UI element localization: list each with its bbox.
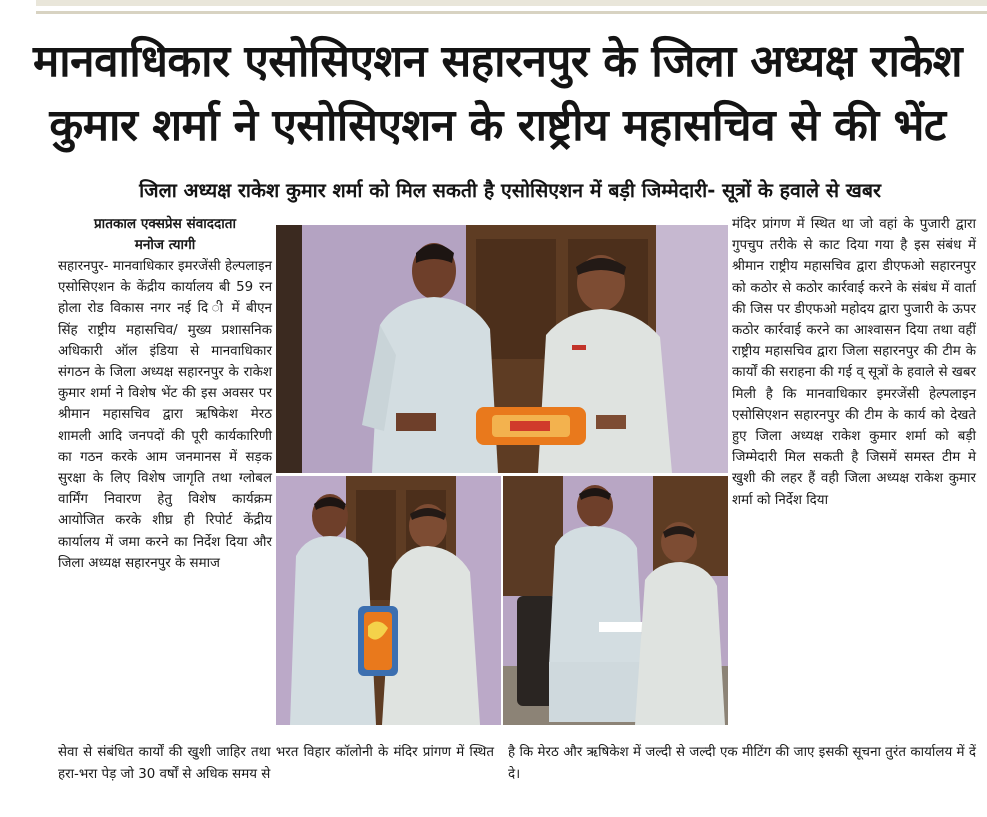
subheadline: जिला अध्यक्ष राकेश कुमार शर्मा को मिल सकती है एसोसिएशन में बड़ी जिम्मेदारी- सूत्रों के हवाले से खबर (139, 179, 881, 202)
article-body-right: मंदिर प्रांगण में स्थित था जो वहां के पुजारी द्वारा गुपचुप तरीके से काट दिया गया है इस संबंध में श्रीमान राष्ट्रीय महासचिव द्वारा डीएफओ सहारनपुर को कठोर से कठोर कार्रवाई करने के संबंध में वार्ता की जिस पर डीएफओ महोदय द्वारा पुजारी के ऊपर कठोर कार्रवाई करने का आश्वासन दिया तथा वहीं राष्ट्रीय महासचिव द्वारा जिला सहारनपुर की टीम के कार्यों की सराहना की गई व् सूत्रों के हवाले से खबर मिली है कि मानवाधिकार इमरजेंसी हेल्पलाइन एसोसिएशन सहारनपुर की टीम के कार्य को देखते हुए जिला अध्यक्ष राकेश कुमार शर्मा को बड़ी जिम्मेदारी मिल सकती है जिसमें समस्त टीम मे खुशी की लहर हैं वही जिला अध्यक्ष राकेश कुमार शर्मा को निर्देश दिया (732, 217, 976, 508)
headline-line-1: मानवाधिकार एसोसिएशन सहारनपुर के जिला अध्यक्ष राकेश (32, 36, 963, 87)
photo-main-image (276, 225, 728, 473)
article-body-bottom-right: है कि मेरठ और ऋषिकेश में जल्दी से जल्दी एक मीटिंग की जाए इसकी सूचना तुरंत कार्यालय में दें दे। (508, 745, 976, 782)
byline (58, 214, 272, 256)
photo-bottom-right-image (503, 476, 728, 725)
page-top-rule (36, 0, 987, 6)
photo-bottom-left-gift (276, 476, 501, 725)
article-column-left (58, 214, 272, 574)
page-top-rule-thin (36, 11, 987, 14)
photo-main-handshake (276, 225, 728, 473)
photo-bottom-left-image (276, 476, 501, 725)
article-body-bottom-left: सेवा से संबंधित कार्यों की खुशी जाहिर तथा भरत विहार कॉलोनी के मंदिर प्रांगण में स्थित हरा-भरा पेड़ जो 30 वर्षों से अधिक समय से (58, 745, 494, 782)
article-body-left: सहारनपुर- मानवाधिकार इमरजेंसी हेल्पलाइन एसोसिएशन के केंद्रीय कार्यालय बी 59 रन होला रोड विकास नगर नई दि ी में बीएन सिंह राष्ट्रीय महासचिव/ मुख्य प्रशासनिक अधिकारी ऑल इंडिया से मानवाधिकार संगठन के जिला अध्यक्ष सहारनपुर के राकेश कुमार शर्मा ने विशेष भेंट की इस अवसर पर श्रीमान महासचिव द्वारा ऋषिकेश मेरठ शामली आदि जनपदों की पूरी कार्यकारिणी का गठन करके आम जनमानस में सड़क सुरक्षा के लिए विशेष जागृति तथा ग्लोबल वार्मिंग निवारण हेतु विशेष कार्यक्रम आयोजित करके शीघ्र ही रिपोर्ट केंद्रीय कार्यालय में जमा करने का निर्देश दिया और जिला अध्यक्ष सहारनपुर के समाज (58, 259, 272, 571)
byline-author: मनोज त्यागी (134, 237, 196, 253)
headline-line-2: कुमार शर्मा ने एसोसिएशन के राष्ट्रीय महासचिव से की भेंट (49, 100, 946, 151)
headline (20, 30, 975, 158)
byline-publication: प्रातकाल एक्सप्रेस संवाददाता (93, 216, 237, 232)
photo-bottom-right-seated (503, 476, 728, 725)
